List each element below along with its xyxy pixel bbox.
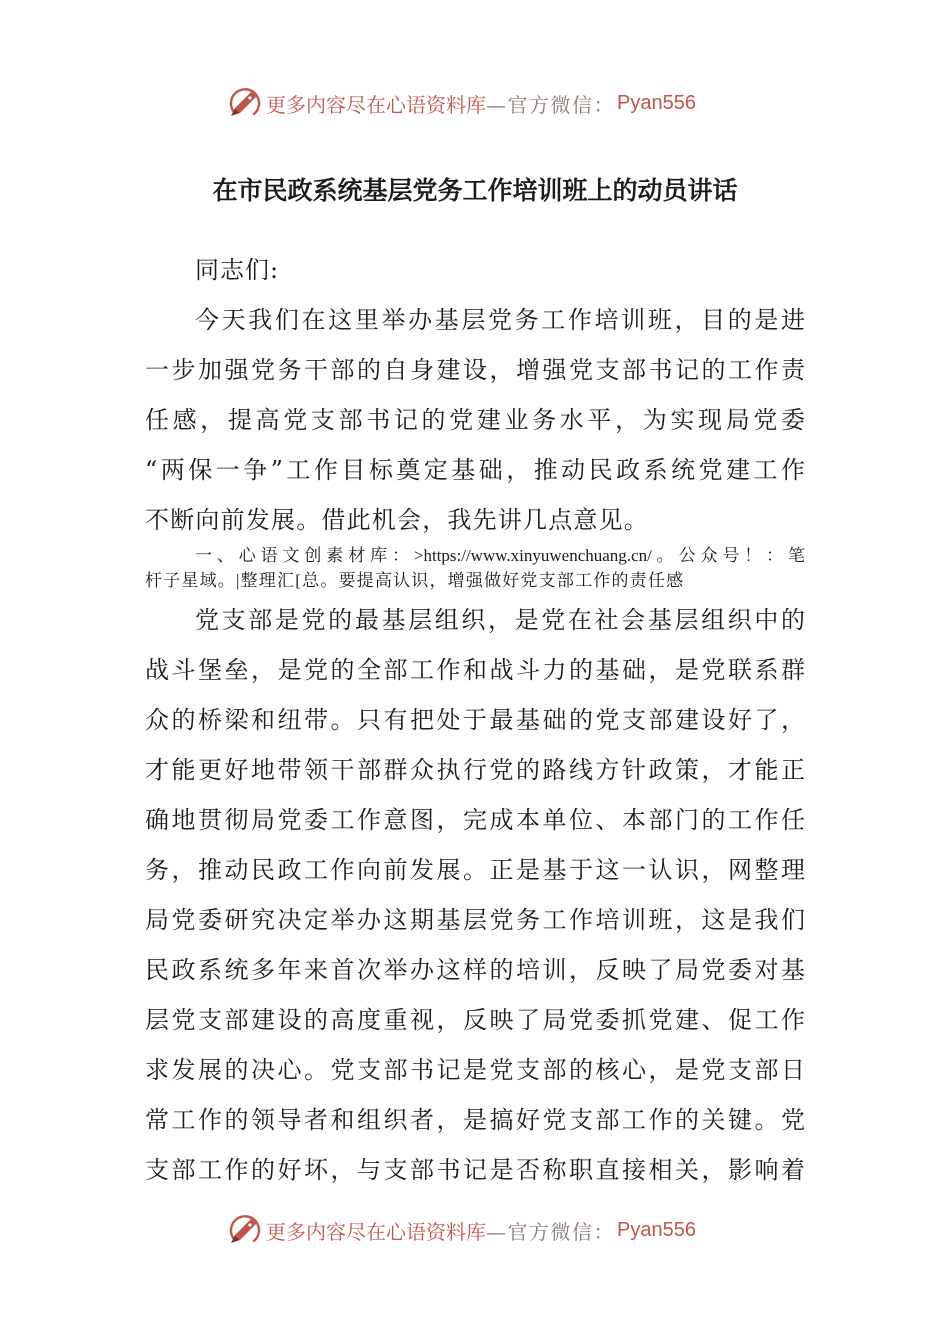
paragraph-line: 今天我们在这里举办基层党务工作培训班，目的是进 xyxy=(195,306,805,334)
paragraph-line: 求发展的决心。党支部书记是党支部的核心，是党支部日 xyxy=(145,1056,805,1084)
paragraph-2 xyxy=(145,595,805,1195)
paragraph-line: 确地贯彻局党委工作意图，完成本单位、本部门的工作任 xyxy=(145,806,805,834)
footer-watermark xyxy=(226,1211,696,1249)
paragraph-line: 众的桥梁和纽带。只有把处于最基础的党支部建设好了， xyxy=(145,706,805,734)
paragraph-line: 任感，提高党支部书记的党建业务水平，为实现局党委 xyxy=(145,406,805,434)
paragraph-line: 不断向前发展。借此机会，我先讲几点意见。 xyxy=(145,506,649,534)
note-line: 杆子星域。|整理汇[总。要提高认识，增强做好党支部工作的责任感 xyxy=(145,571,685,590)
paragraph-line: 党支部是党的最基层组织，是党在社会基层组织中的 xyxy=(195,606,805,634)
watermark-wechat-label: —官方微信： xyxy=(486,92,615,117)
paragraph-line: 一步加强党务干部的自身建设，增强党支部书记的工作责 xyxy=(145,356,805,384)
salutation: 同志们: xyxy=(195,256,280,284)
watermark-brand-text: 更多内容尽在心语资料库 xyxy=(266,92,486,117)
paragraph-line: 战斗堡垒，是党的全部工作和战斗力的基础，是党联系群 xyxy=(145,656,805,684)
section-heading-note xyxy=(145,543,805,593)
watermark-wechat-id: Pyan556 xyxy=(617,91,696,114)
paragraph-line: 民政系统多年来首次举办这样的培训，反映了局党委对基 xyxy=(145,956,805,984)
pen-logo-icon xyxy=(226,85,262,121)
watermark-brand-text: 更多内容尽在心语资料库 xyxy=(266,1219,486,1244)
document-title: 在市民政系统基层党务工作培训班上的动员讲话 xyxy=(212,176,738,205)
paragraph-line: 层党支部建设的高度重视，反映了局党委抓党建、促工作 xyxy=(145,1006,805,1034)
paragraph-line: 务，推动民政工作向前发展。正是基于这一认识，网整理 xyxy=(145,856,805,884)
paragraph-line: 常工作的领导者和组织者，是搞好党支部工作的关键。党 xyxy=(145,1106,805,1134)
paragraph-line: 局党委研究决定举办这期基层党务工作培训班，这是我们 xyxy=(145,906,805,934)
pen-logo-icon xyxy=(226,1212,262,1248)
paragraph-1 xyxy=(145,295,805,545)
watermark-wechat-label: —官方微信： xyxy=(486,1219,615,1244)
paragraph-line: 才能更好地带领干部群众执行党的路线方针政策，才能正 xyxy=(145,756,805,784)
header-watermark xyxy=(226,84,696,122)
paragraph-line: 支部工作的好坏，与支部书记是否称职直接相关，影响着 xyxy=(145,1156,805,1184)
paragraph-line: “两保一争”工作目标奠定基础，推动民政系统党建工作 xyxy=(145,456,805,484)
watermark-wechat-id: Pyan556 xyxy=(617,1218,696,1241)
note-line: 一、心语文创素材库：>https://www.xinyuwenchuang.cn/。公众号！：笔 xyxy=(195,546,805,565)
